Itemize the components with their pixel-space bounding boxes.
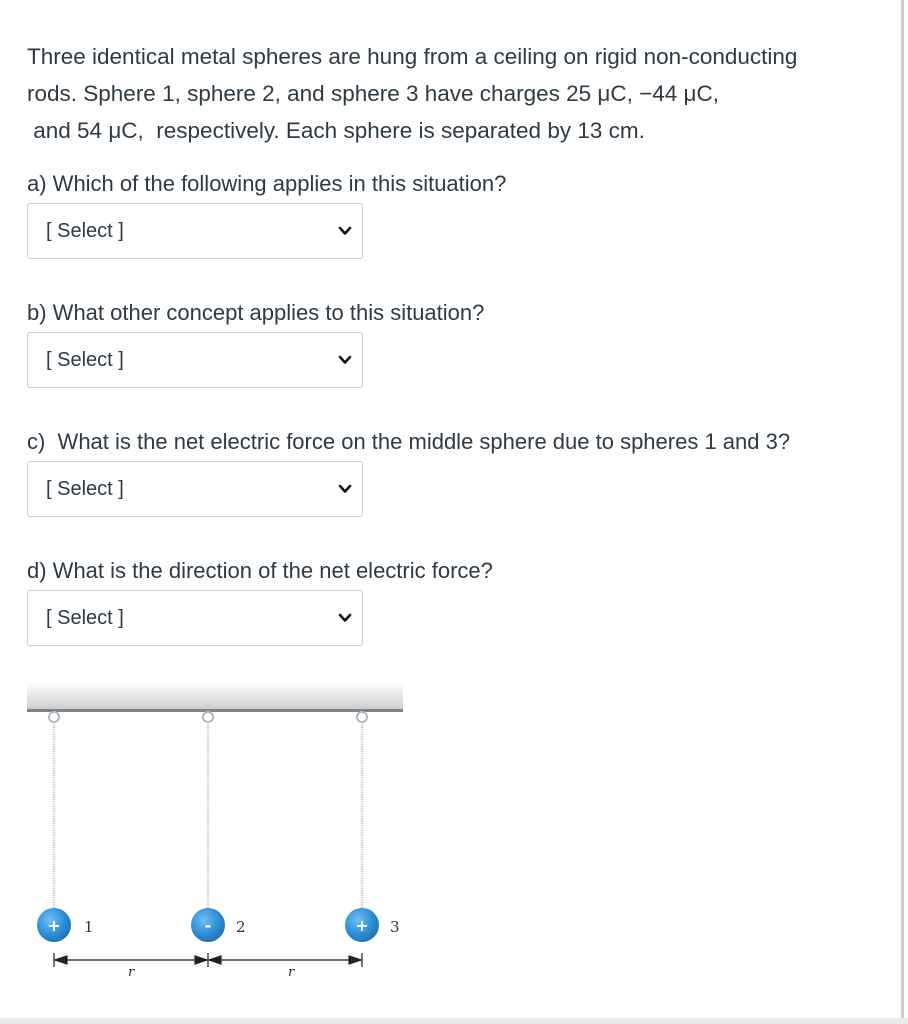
question-line-1: Three identical metal spheres are hung from a ceiling on rigid non-conducting xyxy=(27,44,798,69)
part-b-select[interactable] xyxy=(27,332,363,388)
part-c-select[interactable] xyxy=(27,461,363,517)
question-line-2: rods. Sphere 1, sphere 2, and sphere 3 have charges 25 μC, −44 μC, xyxy=(27,81,719,106)
part-a-label: a) Which of the following applies in this situation? xyxy=(27,171,507,196)
spheres-figure xyxy=(27,680,407,990)
ceiling xyxy=(27,682,403,710)
question-line-3: and 54 μC, respectively. Each sphere is separated by 13 cm. xyxy=(27,118,645,143)
rod-1 xyxy=(49,712,59,908)
part-a-select[interactable] xyxy=(27,203,363,259)
part-d-label: d) What is the direction of the net electric force? xyxy=(27,558,493,583)
sphere-1-sign: + xyxy=(47,916,61,935)
chevron-down-icon xyxy=(338,226,352,236)
part-b-label: b) What other concept applies to this situation? xyxy=(27,300,485,325)
distance-arrows xyxy=(54,953,362,967)
part-a-selected-value: [ Select ] xyxy=(46,219,124,242)
sphere-2 xyxy=(191,908,246,942)
rod-2 xyxy=(203,712,213,908)
chevron-down-icon xyxy=(338,484,352,494)
distance-label-2: r xyxy=(288,965,295,980)
sphere-3-sign: + xyxy=(355,916,369,935)
part-d-selected-value: [ Select ] xyxy=(46,606,124,629)
ceiling-edge xyxy=(27,709,403,712)
chevron-down-icon xyxy=(338,613,352,623)
sphere-2-number: 2 xyxy=(236,918,246,936)
part-c-selected-value: [ Select ] xyxy=(46,477,124,500)
part-c-label: c) What is the net electric force on the middle sphere due to spheres 1 and 3? xyxy=(27,429,791,454)
sphere-2-sign: - xyxy=(204,916,212,935)
sphere-3 xyxy=(345,908,400,942)
sphere-3-number: 3 xyxy=(390,918,400,936)
chevron-down-icon xyxy=(338,355,352,365)
question-text xyxy=(27,38,877,149)
sphere-1 xyxy=(37,908,94,942)
part-d-select[interactable] xyxy=(27,590,363,646)
bottom-strip xyxy=(0,1018,908,1024)
part-b-selected-value: [ Select ] xyxy=(46,348,124,371)
rod-3 xyxy=(357,712,367,908)
sphere-1-number: 1 xyxy=(84,918,94,936)
distance-label-1: r xyxy=(128,965,135,980)
